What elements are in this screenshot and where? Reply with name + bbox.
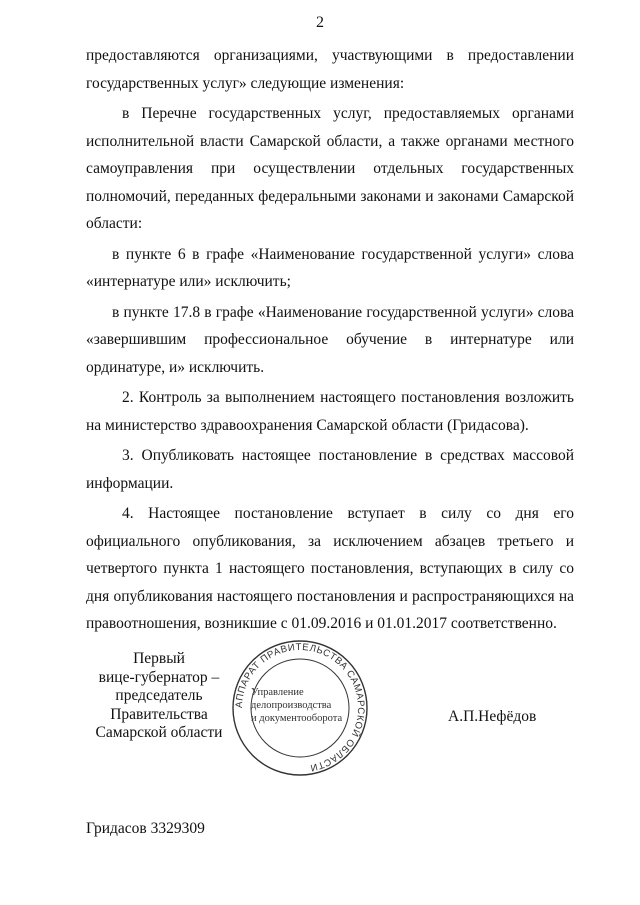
position-line: Первый [133, 650, 185, 667]
position-line: Самарской области [95, 724, 223, 741]
stamp-center-text [251, 686, 347, 725]
stamp-ring-text: АППАРАТ ПРАВИТЕЛЬСТВА САМАРСКОЙ ОБЛАСТИ [233, 641, 367, 774]
paragraph-list-change: в Перечне государственных услуг, предоставляемых органами исполнительной власти Самарской области, а также органами местного самоуправления при осуществлении отдельных государственных полномочий, переданных федеральными законами и законами Самарской области: [86, 105, 574, 232]
paragraph-item-17-8: в пункте 17.8 в графе «Наименование государственной услуги» слова «завершившим профессиональное обучение в интернатуре или ординатуре, и» исключить. [86, 303, 574, 376]
paragraph-intro: предоставляются организациями, участвующими в предоставлении государственных услуг» следующие изменения: [86, 47, 574, 92]
paragraph-point-3: 3. Опубликовать настоящее постановление в средствах массовой информации. [86, 447, 574, 492]
paragraph-point-2: 2. Контроль за выполнением настоящего постановления возложить на министерство здравоохранения Самарской области (Гридасова). [86, 389, 574, 434]
position-line: председатель Правительства [110, 687, 208, 723]
stamp-line: делопроизводства [251, 700, 332, 711]
signatory-position [84, 650, 234, 743]
page-number: 2 [316, 14, 324, 31]
signatory-name: А.П.Нефёдов [448, 708, 537, 725]
paragraph-point-4: 4. Настоящее постановление вступает в силу со дня его официального опубликования, за исключением абзацев третьего и четвертого пункта 1 настоящего постановления, вступающих в силу со дня опубликования настоящего постановления и распространяющихся на правоотношения, возникшие с 01.09.2016 и 01.01.2017 соответственно. [86, 505, 574, 632]
stamp-line: и документооборота [251, 713, 343, 724]
executor-info: Гридасов 3329309 [86, 820, 205, 837]
document-body [86, 42, 574, 638]
paragraph-item-6: в пункте 6 в графе «Наименование государственной услуги» слова «интернатуре или» исключить; [86, 245, 574, 290]
position-line: вице-губернатор – [98, 668, 220, 686]
stamp-line: Управление [251, 687, 304, 698]
